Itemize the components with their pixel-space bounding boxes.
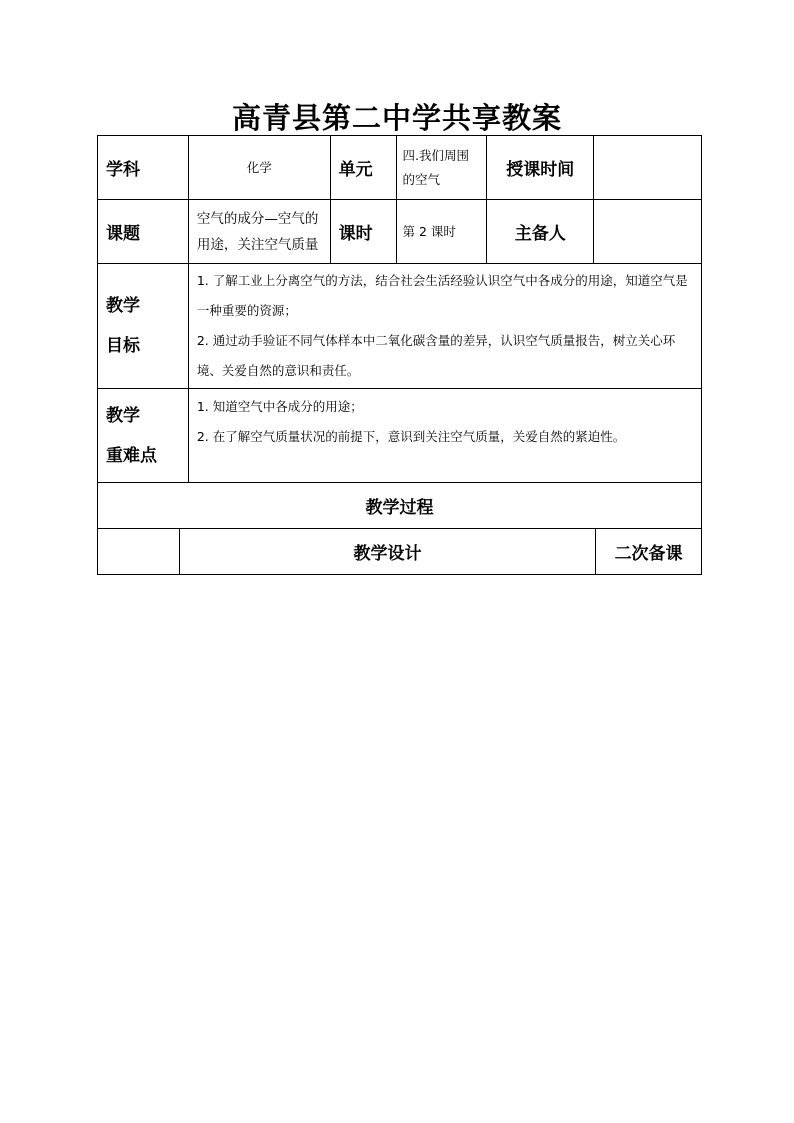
goals-label [98,264,189,389]
process-empty-cell [98,529,180,575]
process-heading-row [98,483,702,529]
unit-value: 四.我们周围的空气 [396,136,487,200]
design-label: 教学设计 [179,529,595,575]
topic-row [98,200,702,264]
lesson-info-table [97,135,702,483]
page-title: 高青县第二中学共享教案 [231,101,562,135]
key-points-row [98,389,702,483]
unit-label: 单元 [330,136,396,200]
topic-value: 空气的成分—空气的用途，关注空气质量 [188,200,330,264]
key-points-content [188,389,701,483]
preparer-label: 主备人 [487,200,594,264]
subject-value: 化学 [188,136,330,200]
teaching-process-table [97,482,702,575]
goals-label-line1: 教学 [106,296,140,316]
key-point-item-2: 2. 在了解空气质量状况的前提下，意识到关注空气质量，关爱自然的紧迫性。 [196,429,626,444]
topic-label: 课题 [98,200,189,264]
key-point-item-1: 1. 知道空气中各成分的用途； [196,399,363,414]
goal-item-2: 2. 通过动手验证不同气体样本中二氧化碳含量的差异，认识空气质量报告，树立关心环境、关爱自然的意识和责任。 [196,333,676,378]
process-columns-row [98,529,702,575]
second-prep-label: 二次备课 [596,529,702,575]
subject-row [98,136,702,200]
key-points-label-line1: 教学 [106,405,140,426]
goals-row [98,264,702,389]
goal-item-1: 1. 了解工业上分离空气的方法，结合社会生活经验认识空气中各成分的用途，知道空气是一种重要的资源； [196,273,688,318]
subject-label: 学科 [98,136,189,200]
preparer-value [594,200,702,264]
period-label: 课时 [330,200,396,264]
time-label: 授课时间 [487,136,594,200]
key-points-label-line2: 重难点 [106,445,157,466]
goals-content [188,264,701,389]
key-points-label [98,389,189,483]
process-heading: 教学过程 [98,483,702,529]
goals-label-line2: 目标 [106,336,140,356]
time-value [594,136,702,200]
period-value: 第 2 课时 [396,200,487,264]
